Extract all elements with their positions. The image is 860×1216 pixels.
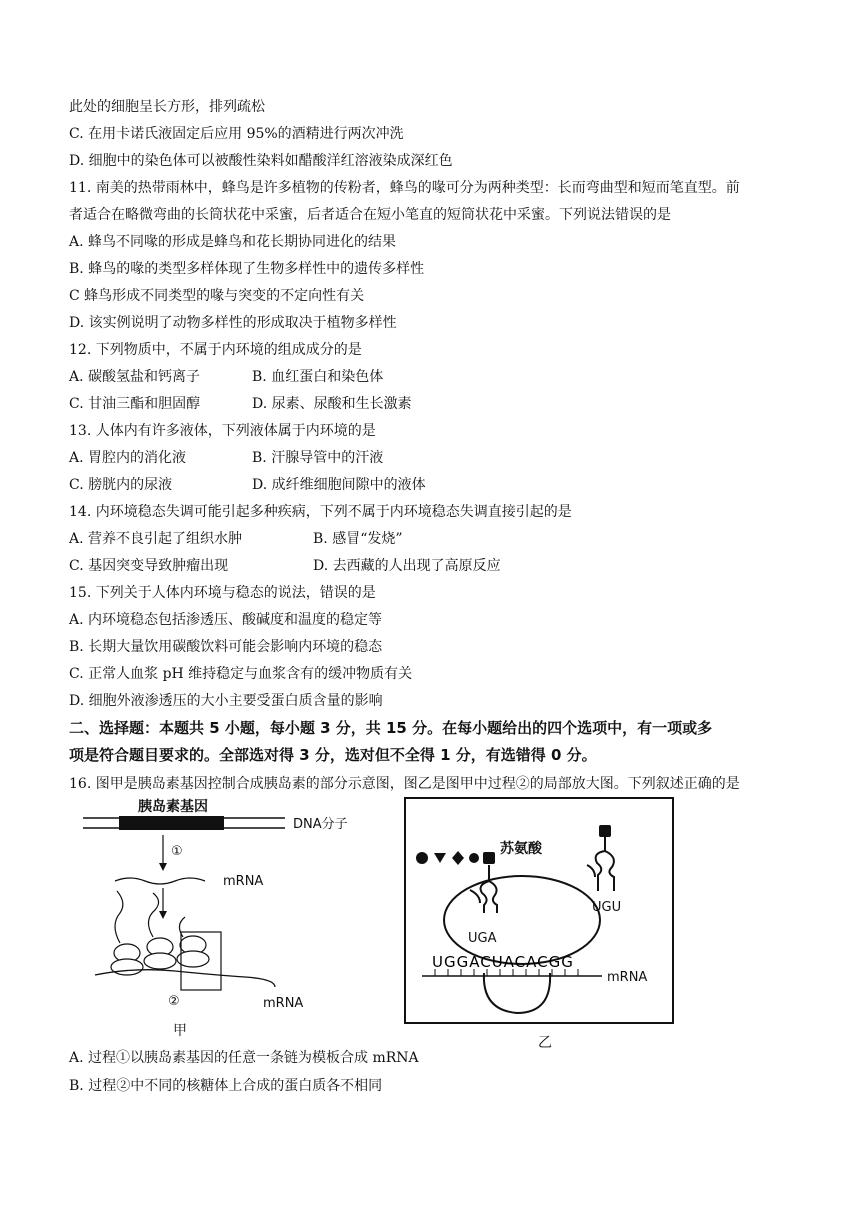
question-16-stem: 16. 图甲是胰岛素基因控制合成胰岛素的部分示意图，图乙是图甲中过程②的局部放大图。下列叙述正确的是 <box>69 776 740 792</box>
option-a: A. 碳酸氢盐和钙离子 <box>69 369 201 385</box>
option-d: D. 细胞外液渗透压的大小主要受蛋白质含量的影响 <box>69 693 383 709</box>
ribosome <box>111 936 209 975</box>
option-b: B. 血红蛋白和染色体 <box>252 369 384 385</box>
text-line: C. 在用卡诺氏液固定后应用 95%的酒精进行两次冲洗 <box>69 126 404 142</box>
option-b: B. 汗腺导管中的汗液 <box>252 450 384 466</box>
question-13-stem: 13. 人体内有许多液体，下列液体属于内环境的是 <box>69 423 376 439</box>
question-11-stem: 11. 南美的热带雨林中，蜂鸟是许多植物的传粉者，蜂鸟的喙可分为两种类型：长而弯曲型和短而笔直型。前 <box>69 180 740 196</box>
trna-free <box>596 837 614 891</box>
option-c: C. 基因突变导致肿瘤出现 <box>69 558 229 574</box>
figure-caption: 乙 <box>538 1035 552 1051</box>
gene-label: 胰岛素基因 <box>138 799 208 815</box>
text-line: D. 细胞中的染色体可以被酸性染料如醋酸洋红溶液染成深红色 <box>69 153 453 169</box>
step-2-label: ② <box>168 994 180 1009</box>
anticodon-label: UGA <box>468 931 497 946</box>
mrna-label: mRNA <box>223 874 264 889</box>
dna-label: DNA分子 <box>293 817 348 832</box>
question-11-stem: 者适合在略微弯曲的长筒状花中采蜜，后者适合在短小笔直的短筒状花中采蜜。下列说法错误的是 <box>69 207 671 223</box>
option-c: C. 正常人血浆 pH 维持稳定与血浆含有的缓冲物质有关 <box>69 666 413 682</box>
option-a: A. 胃腔内的消化液 <box>69 450 187 466</box>
ribosome-large <box>444 876 600 964</box>
figure-jia <box>75 795 375 1045</box>
section-heading: 二、选择题：本题共 5 小题，每小题 3 分，共 15 分。在每小题给出的四个选项中，有一项或多 <box>69 719 713 737</box>
figure-caption: 甲 <box>173 1023 187 1039</box>
arrow-down-icon <box>159 863 167 871</box>
mrna-label: mRNA <box>607 970 648 985</box>
option-b: B. 长期大量饮用碳酸饮料可能会影响内环境的稳态 <box>69 639 383 655</box>
section-heading: 项是符合题目要求的。全部选对得 3 分，选对但不全得 1 分，有选错得 0 分。 <box>69 746 597 764</box>
option-c: C. 甘油三酯和胆固醇 <box>69 396 201 412</box>
option-d: D. 该实例说明了动物多样性的形成取决于植物多样性 <box>69 315 397 331</box>
text-line: 此处的细胞呈长方形，排列疏松 <box>69 99 265 115</box>
insulin-gene-block <box>119 816 224 830</box>
option-d: D. 成纤维细胞间隙中的液体 <box>252 477 426 493</box>
figure-yi <box>402 795 677 1055</box>
step-1-label: ① <box>171 844 183 859</box>
question-14-stem: 14. 内环境稳态失调可能引起多种疾病，下列不属于内环境稳态失调直接引起的是 <box>69 504 572 520</box>
anticodon-label: UGU <box>592 900 622 915</box>
option-c: C 蜂鸟形成不同类型的喙与突变的不定向性有关 <box>69 288 365 304</box>
mrna-label: mRNA <box>263 996 304 1011</box>
option-a: A. 营养不良引起了组织水肿 <box>69 531 243 547</box>
mrna-strand <box>115 878 205 884</box>
amino-acid-label: 苏氨酸 <box>500 841 542 857</box>
option-a: A. 蜂鸟不同喙的形成是蜂鸟和花长期协同进化的结果 <box>69 234 397 250</box>
option-a: A. 内环境稳态包括渗透压、酸碱度和温度的稳定等 <box>69 612 383 628</box>
question-12-stem: 12. 下列物质中，不属于内环境的组成成分的是 <box>69 342 362 358</box>
ribosome-small <box>484 973 550 1013</box>
mrna-sequence: UGGACUACACGG <box>432 953 574 971</box>
question-15-stem: 15. 下列关于人体内环境与稳态的说法，错误的是 <box>69 585 376 601</box>
option-c: C. 膀胱内的尿液 <box>69 477 173 493</box>
option-a: A. 过程①以胰岛素基因的任意一条链为模板合成 mRNA <box>69 1050 419 1066</box>
option-d: D. 去西藏的人出现了高原反应 <box>313 558 501 574</box>
option-d: D. 尿素、尿酸和生长激素 <box>252 396 412 412</box>
arrow-down-icon <box>159 911 167 919</box>
option-b: B. 感冒“发烧” <box>313 531 403 547</box>
option-b: B. 过程②中不同的核糖体上合成的蛋白质各不相同 <box>69 1078 383 1094</box>
option-b: B. 蜂鸟的喙的类型多样体现了生物多样性中的遗传多样性 <box>69 261 425 277</box>
